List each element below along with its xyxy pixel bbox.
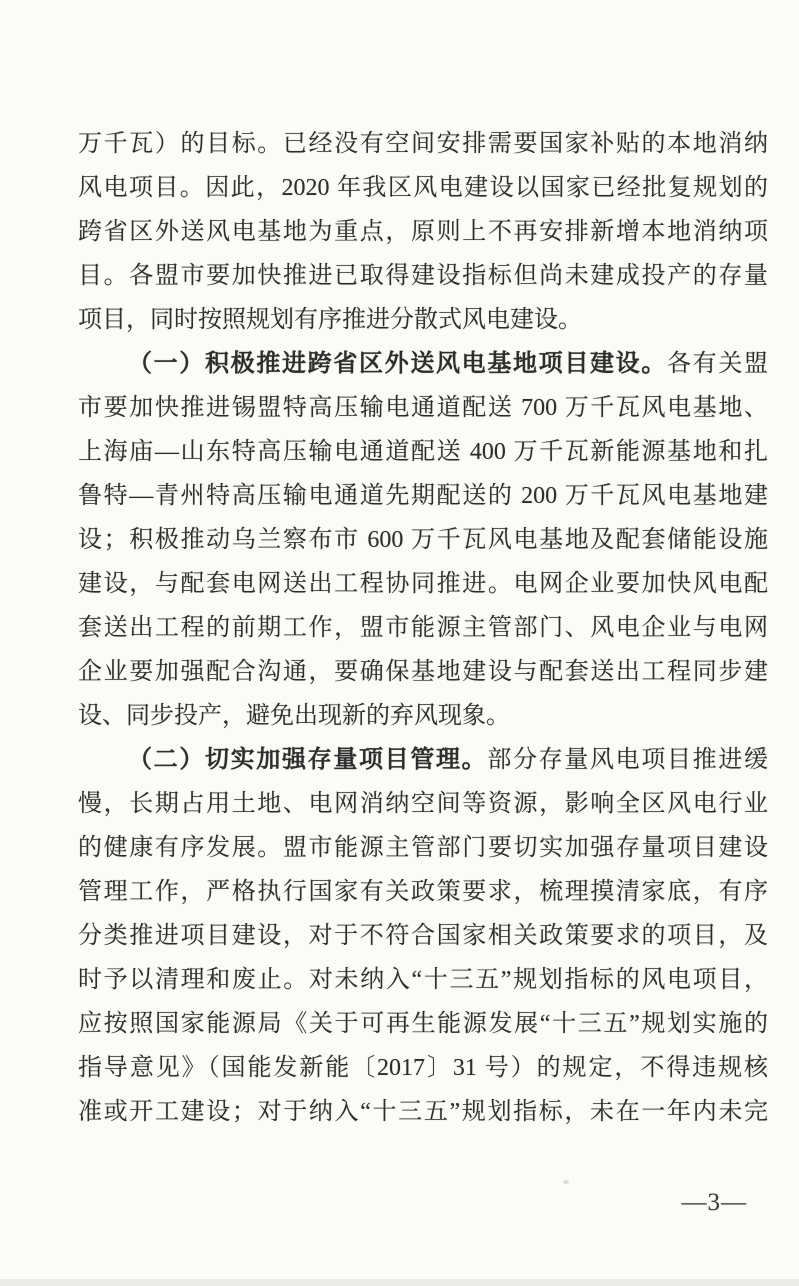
text-line — [78, 782, 768, 826]
text-line — [78, 342, 768, 386]
paragraph — [78, 738, 768, 1134]
text-run: 各有关盟 — [667, 351, 768, 377]
text-run: 风电项目。因此，2020 年我区风电建设以国家已经批复规划的 — [78, 175, 768, 201]
scan-speck — [563, 1180, 569, 1184]
text-run: 分类推进项目建设，对于不符合国家相关政策要求的项目，及 — [78, 923, 768, 949]
text-line — [78, 826, 768, 870]
text-run: 企业要加强配合沟通，要确保基地建设与配套送出工程同步建 — [78, 659, 768, 685]
text-line — [78, 386, 768, 430]
text-line — [78, 914, 768, 958]
heading-run: （二）切实加强存量项目管理。 — [128, 747, 488, 773]
paragraph — [78, 122, 768, 342]
text-line — [78, 1002, 768, 1046]
text-line — [78, 518, 768, 562]
text-line — [78, 298, 768, 342]
text-line — [78, 958, 768, 1002]
text-line — [78, 210, 768, 254]
text-line — [78, 166, 768, 210]
text-run: 部分存量风电项目推进缓 — [487, 747, 768, 773]
text-run: 管理工作，严格执行国家有关政策要求，梳理摸清家底，有序 — [78, 879, 768, 905]
text-run: 的健康有序发展。盟市能源主管部门要切实加强存量项目建设 — [78, 835, 768, 861]
text-line — [78, 1090, 768, 1134]
text-line — [78, 738, 768, 782]
text-run: 万千瓦）的目标。已经没有空间安排需要国家补贴的本地消纳 — [78, 131, 768, 157]
text-run: 上海庙—山东特高压输电通道配送 400 万千瓦新能源基地和扎 — [78, 439, 768, 465]
text-run: 设、同步投产，避免出现新的弃风现象。 — [78, 703, 510, 729]
text-run: 套送出工程的前期工作，盟市能源主管部门、风电企业与电网 — [78, 615, 768, 641]
text-run: 设；积极推动乌兰察布市 600 万千瓦风电基地及配套储能设施 — [78, 527, 768, 553]
text-line — [78, 606, 768, 650]
document-body — [78, 122, 768, 1134]
heading-run: （一）积极推进跨省区外送风电基地项目建设。 — [128, 351, 667, 377]
text-line — [78, 694, 768, 738]
text-run: 目。各盟市要加快推进已取得建设指标但尚未建成投产的存量 — [78, 263, 768, 289]
text-run: 跨省区外送风电基地为重点，原则上不再安排新增本地消纳项 — [78, 219, 768, 245]
text-line — [78, 650, 768, 694]
text-run: 慢，长期占用土地、电网消纳空间等资源，影响全区风电行业 — [78, 791, 768, 817]
text-line — [78, 1046, 768, 1090]
text-run: 建设，与配套电网送出工程协同推进。电网企业要加快风电配 — [78, 571, 768, 597]
text-run: 项目，同时按照规划有序推进分散式风电建设。 — [78, 307, 582, 333]
text-line — [78, 474, 768, 518]
text-line — [78, 562, 768, 606]
text-run: 鲁特—青州特高压输电通道先期配送的 200 万千瓦风电基地建 — [78, 483, 768, 509]
paragraph — [78, 342, 768, 738]
text-line — [78, 122, 768, 166]
text-run: 市要加快推进锡盟特高压输电通道配送 700 万千瓦风电基地、 — [78, 395, 768, 421]
scan-edge — [0, 1279, 799, 1286]
text-line — [78, 870, 768, 914]
text-run: 应按照国家能源局《关于可再生能源发展“十三五”规划实施的 — [78, 1011, 768, 1037]
text-run: 准或开工建设；对于纳入“十三五”规划指标，未在一年内未完 — [78, 1099, 768, 1125]
text-line — [78, 430, 768, 474]
text-run: 指导意见》（国能发新能〔2017〕31 号）的规定，不得违规核 — [78, 1055, 768, 1081]
text-line — [78, 254, 768, 298]
text-run: 时予以清理和废止。对未纳入“十三五”规划指标的风电项目， — [78, 967, 768, 993]
page-number: —3— — [681, 1189, 747, 1216]
